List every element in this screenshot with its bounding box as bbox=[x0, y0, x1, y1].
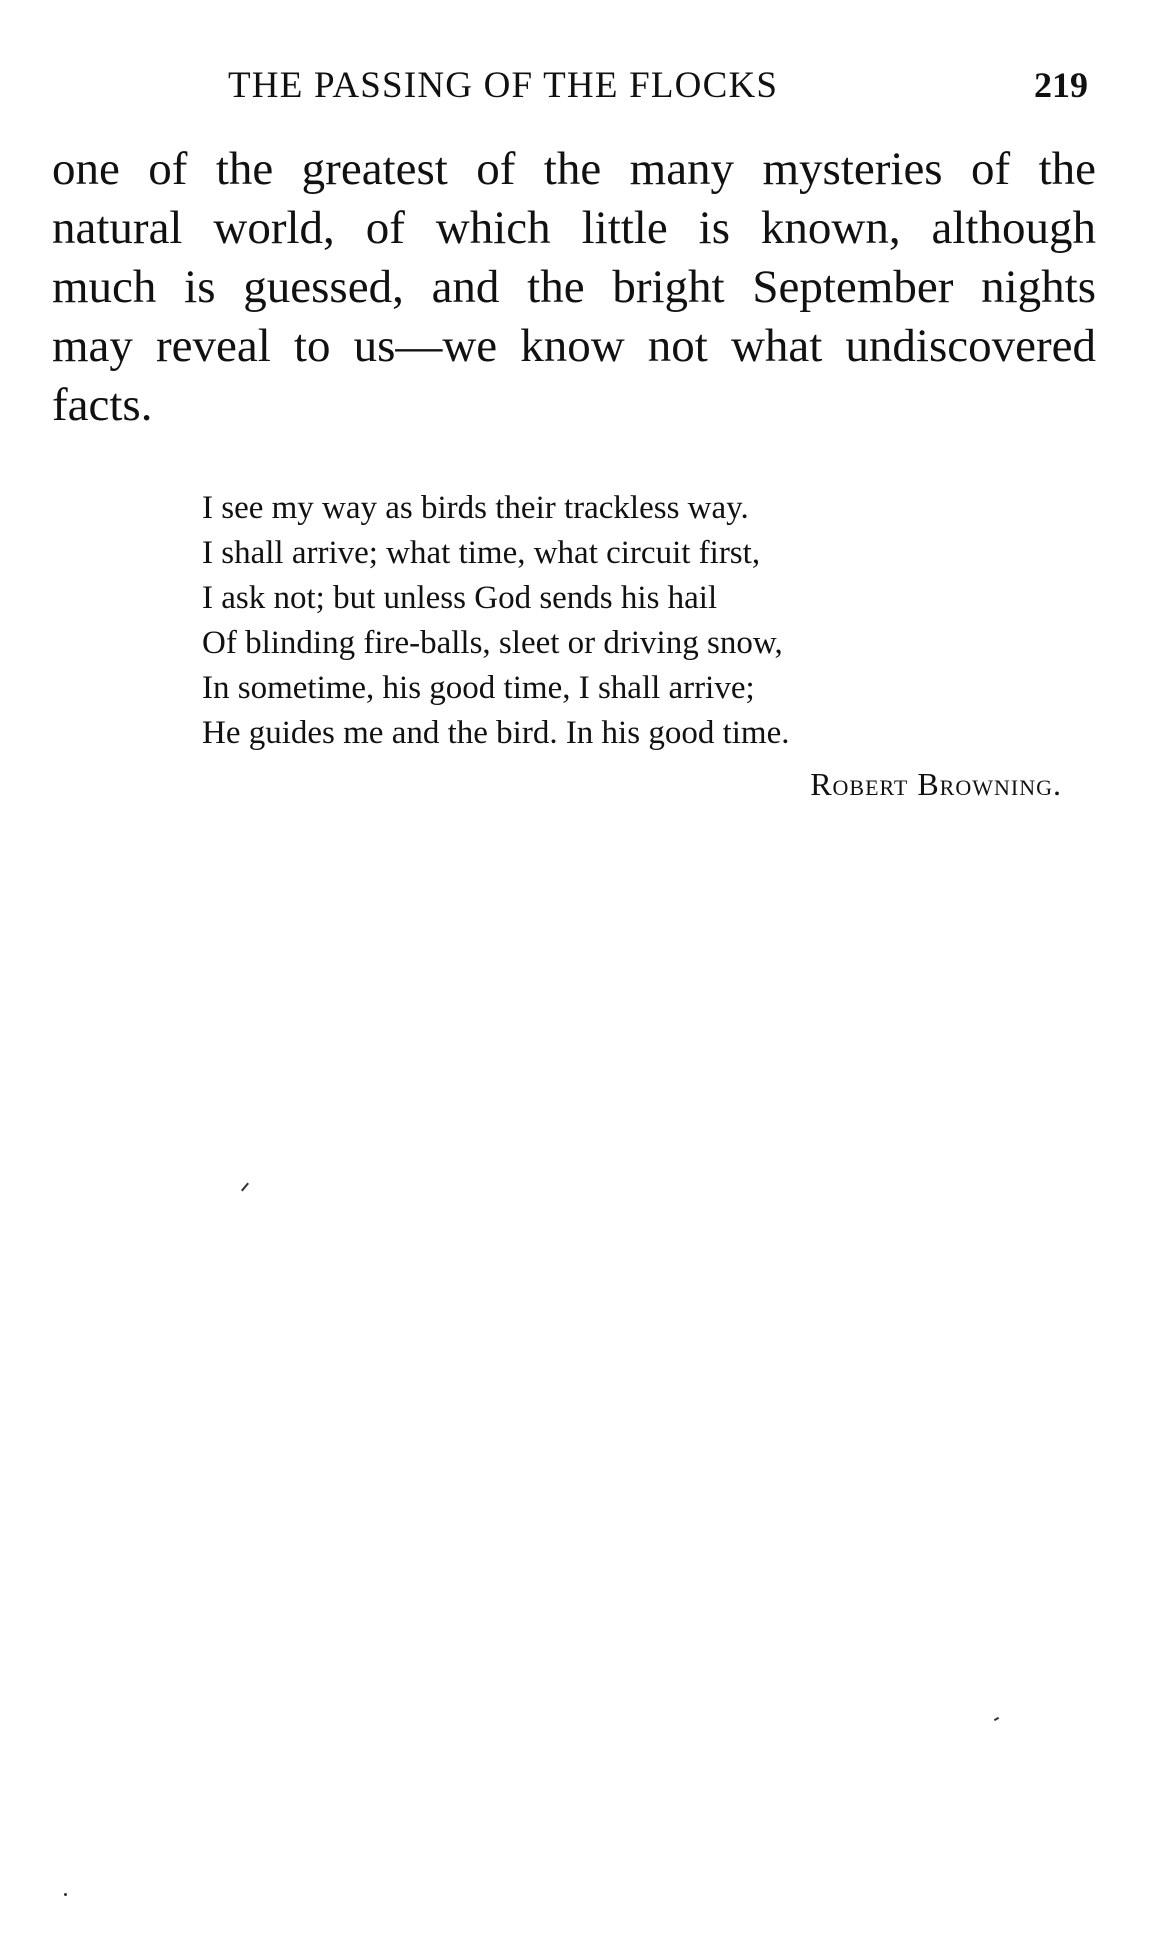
ink-speck bbox=[241, 1183, 249, 1192]
poem-line: In sometime, his good time, I shall arrive; bbox=[202, 670, 755, 706]
paragraph-line: one of the greatest of the many mysteries of the bbox=[52, 143, 1096, 195]
body-paragraph bbox=[52, 140, 1096, 435]
poem-line: I ask not; but unless God sends his hail bbox=[202, 580, 718, 616]
poem-line: I shall arrive; what time, what circuit first, bbox=[202, 535, 761, 571]
paragraph-line: facts. bbox=[52, 379, 153, 431]
running-title: THE PASSING OF THE FLOCKS bbox=[228, 65, 779, 106]
paragraph-line: may reveal to us—we know not what undiscovered bbox=[52, 320, 1096, 372]
paragraph-line: natural world, of which little is known, although bbox=[52, 202, 1096, 254]
ink-speck bbox=[994, 1717, 999, 1721]
poem-attribution: Robert Browning. bbox=[810, 766, 1062, 802]
page-number: 219 bbox=[1034, 65, 1088, 105]
poem-line: Of blinding fire-balls, sleet or driving snow, bbox=[202, 625, 783, 661]
running-header bbox=[0, 64, 1152, 114]
poem-line: I see my way as birds their trackless way. bbox=[202, 490, 749, 526]
poem-quotation bbox=[202, 486, 1072, 756]
ink-speck bbox=[64, 1893, 67, 1896]
paragraph-line: much is guessed, and the bright September nights bbox=[52, 261, 1096, 313]
poem-line: He guides me and the bird. In his good time. bbox=[202, 715, 790, 751]
